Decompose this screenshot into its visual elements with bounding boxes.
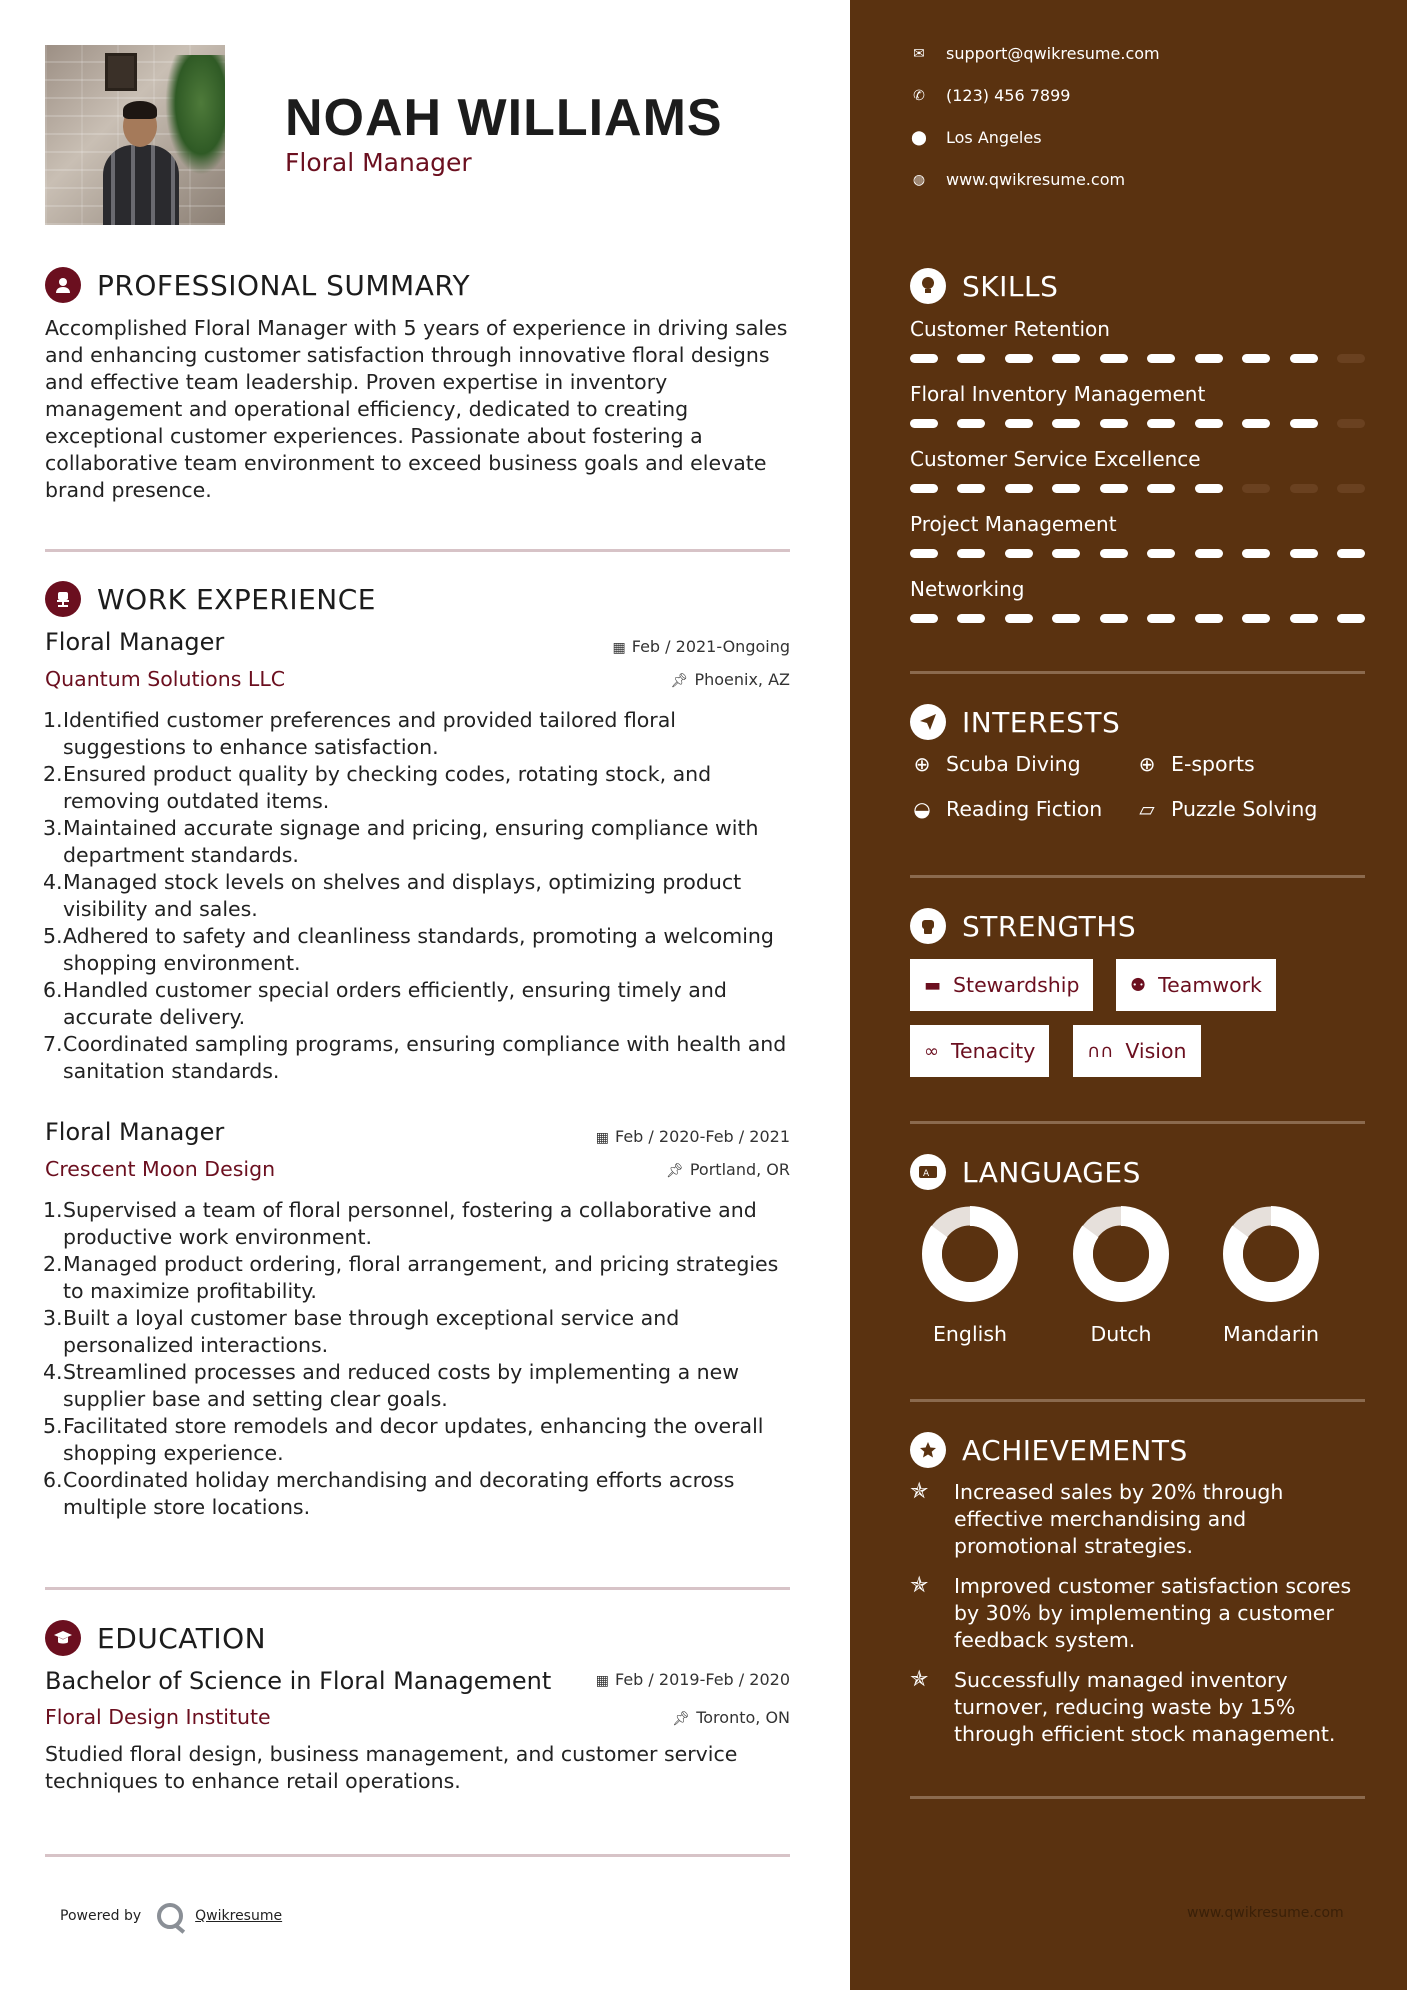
user-icon xyxy=(45,267,81,303)
section-divider xyxy=(910,875,1365,878)
skill-name: Customer Retention xyxy=(910,317,1110,341)
skill-level-segment xyxy=(1337,484,1365,493)
skill-level-segment xyxy=(1195,484,1223,493)
skill-level-segment xyxy=(1195,419,1223,428)
list-item: Facilitated store remodels and decor updates, enhancing the overall shopping experience. xyxy=(63,1414,764,1465)
skill-level-bar xyxy=(910,484,1365,493)
graduation-cap-icon xyxy=(45,1620,81,1656)
phone-icon: ✆ xyxy=(913,87,925,104)
skill-level-bar xyxy=(910,549,1365,558)
skill-level-segment xyxy=(957,549,985,558)
svg-text:A: A xyxy=(923,1169,930,1179)
education-dates: ▦ Feb / 2019-Feb / 2020 xyxy=(595,1670,790,1689)
skill-level-segment xyxy=(1100,419,1128,428)
skill-level-segment xyxy=(1147,484,1175,493)
education-location: 📌︎ Toronto, ON xyxy=(672,1708,790,1727)
language-level-ring xyxy=(1223,1206,1319,1302)
skill-level-segment xyxy=(1195,549,1223,558)
skill-level-segment xyxy=(1147,419,1175,428)
skill-level-segment xyxy=(1290,354,1318,363)
language-name: English xyxy=(932,1322,1008,1346)
list-item: Managed product ordering, floral arrangement, and pricing strategies to maximize profitability. xyxy=(63,1252,779,1303)
skill-level-segment xyxy=(1100,549,1128,558)
list-item: Supervised a team of floral personnel, fostering a collaborative and productive work environment. xyxy=(63,1198,757,1249)
languages-heading: A LANGUAGES xyxy=(910,1154,1141,1190)
achievement-item: ✯ Improved customer satisfaction scores by 30% by implementing a customer feedback system. xyxy=(910,1573,1352,1652)
job-location: 📌︎ Portland, OR xyxy=(666,1160,790,1179)
job-dates: ▦ Feb / 2020-Feb / 2021 xyxy=(595,1127,790,1146)
link-icon: ∞ xyxy=(924,1040,939,1062)
job-company: Crescent Moon Design xyxy=(45,1157,276,1181)
language-item xyxy=(900,1206,1040,1346)
achievement-item: ✯ Increased sales by 20% through effective merchandising and promotional strategies. xyxy=(910,1479,1284,1558)
strength-badge: ▬ Stewardship xyxy=(910,959,1093,1011)
contact-email[interactable]: ✉ support@qwikresume.com xyxy=(910,44,1160,63)
list-item: Handled customer special orders efficiently, ensuring timely and accurate delivery. xyxy=(63,978,727,1029)
skill-name: Floral Inventory Management xyxy=(910,382,1206,406)
skill-level-bar xyxy=(910,354,1365,363)
star-icon: ✯ xyxy=(910,1479,929,1504)
interest-item: ⊕ Scuba Diving xyxy=(910,752,1081,776)
users-icon: ⚉ xyxy=(1130,974,1147,996)
list-item: Adhered to safety and cleanliness standards, promoting a welcoming shopping environment. xyxy=(63,924,774,975)
language-item xyxy=(1201,1206,1341,1346)
skill-level-segment xyxy=(1242,354,1270,363)
job-title: Floral Manager xyxy=(45,628,225,656)
envelope-icon: ✉ xyxy=(913,45,925,62)
skill-level-segment xyxy=(910,484,938,493)
job-dates: ▦ Feb / 2021-Ongoing xyxy=(612,637,790,656)
skill-level-segment xyxy=(957,614,985,623)
experience-heading: WORK EXPERIENCE xyxy=(45,581,376,617)
achievements-heading: ACHIEVEMENTS xyxy=(910,1432,1188,1468)
achievement-item: ✯ Successfully managed inventory turnover, reducing waste by 15% through efficient stock management. xyxy=(910,1667,1336,1746)
skill-level-segment xyxy=(1337,419,1365,428)
contact-phone[interactable]: ✆ (123) 456 7899 xyxy=(910,86,1070,105)
gamepad-icon: ◒ xyxy=(913,797,931,821)
skill-level-segment xyxy=(1337,549,1365,558)
pin-icon: 📌︎ xyxy=(666,1163,684,1179)
list-item: Ensured product quality by checking codes, rotating stock, and removing outdated items. xyxy=(63,762,712,813)
skill-level-segment xyxy=(1290,549,1318,558)
skill-name: Customer Service Excellence xyxy=(910,447,1201,471)
skill-level-segment xyxy=(1005,419,1033,428)
life-ring-icon: ⊕ xyxy=(1138,752,1156,776)
contact-website[interactable]: ◍ www.qwikresume.com xyxy=(910,170,1125,189)
brand-link[interactable]: Qwikresume xyxy=(195,1908,283,1924)
skill-level-bar xyxy=(910,614,1365,623)
language-name: Mandarin xyxy=(1223,1322,1319,1346)
language-item xyxy=(1051,1206,1191,1346)
section-divider xyxy=(45,549,790,552)
contact-location: ⬤ Los Angeles xyxy=(911,128,1042,147)
skill-level-segment xyxy=(1242,419,1270,428)
skill-level-segment xyxy=(1242,614,1270,623)
job-duties xyxy=(45,707,795,1085)
map-marker-icon: ⬤ xyxy=(911,129,927,146)
binoculars-icon: ∩∩ xyxy=(1087,1040,1114,1062)
list-item: Managed stock levels on shelves and displays, optimizing product visibility and sales. xyxy=(63,870,742,921)
language-icon xyxy=(910,1154,946,1190)
language-name: Dutch xyxy=(1090,1322,1152,1346)
school-name: Floral Design Institute xyxy=(45,1705,271,1729)
skill-level-segment xyxy=(957,484,985,493)
skill-name: Networking xyxy=(910,577,1025,601)
section-divider xyxy=(910,1121,1365,1124)
calendar-icon: ▦ xyxy=(595,1130,609,1146)
skill-level-segment xyxy=(1052,354,1080,363)
skill-level-segment xyxy=(1147,549,1175,558)
candidate-title: Floral Manager xyxy=(285,148,472,177)
calendar-icon: ▦ xyxy=(612,640,626,656)
interest-item: ⊕ E-sports xyxy=(1135,752,1255,776)
list-item: Maintained accurate signage and pricing, ensuring compliance with department standards. xyxy=(63,816,759,867)
life-ring-icon: ⊕ xyxy=(913,752,931,776)
pin-icon: 📌︎ xyxy=(670,673,689,689)
skill-level-segment xyxy=(1242,549,1270,558)
skill-level-segment xyxy=(1005,354,1033,363)
language-level-ring xyxy=(1073,1206,1169,1302)
powered-by: Powered by Qwikresume xyxy=(60,1903,282,1929)
calendar-icon: ▦ xyxy=(595,1673,609,1689)
skill-level-segment xyxy=(1100,614,1128,623)
skill-level-segment xyxy=(1290,484,1318,493)
summary-heading: PROFESSIONAL SUMMARY xyxy=(45,267,470,303)
interest-item: ◒ Reading Fiction xyxy=(910,797,1102,821)
skill-level-segment xyxy=(957,354,985,363)
section-divider xyxy=(910,1796,1365,1799)
skill-level-bar xyxy=(910,419,1365,428)
strength-badge: ⚉ Teamwork xyxy=(1116,959,1276,1011)
skill-level-segment xyxy=(910,354,938,363)
skill-level-segment xyxy=(1005,484,1033,493)
skill-level-segment xyxy=(1005,614,1033,623)
skill-level-segment xyxy=(1337,354,1365,363)
paper-plane-icon xyxy=(910,704,946,740)
candidate-name: NOAH WILLIAMS xyxy=(285,89,723,147)
fist-icon xyxy=(910,908,946,944)
strengths-heading: STRENGTHS xyxy=(910,908,1136,944)
list-item: Streamlined processes and reduced costs by implementing a new supplier base and setting clear goals. xyxy=(63,1360,740,1411)
strength-badge: ∞ Tenacity xyxy=(910,1025,1049,1077)
summary-text: Accomplished Floral Manager with 5 years of experience in driving sales and enhancing customer satisfaction through innovative floral designs and effective team leadership. Proven expertise in inventory management and operational efficiency, dedicated to creating exceptional customer experiences. Passionate about fostering a collaborative team environment to exceed business goals and elevate brand presence. xyxy=(45,316,788,502)
skill-level-segment xyxy=(1290,419,1318,428)
star-badge-icon xyxy=(910,1432,946,1468)
skill-level-segment xyxy=(957,419,985,428)
lightbulb-icon xyxy=(910,268,946,304)
education-heading: EDUCATION xyxy=(45,1620,266,1656)
language-level-ring xyxy=(922,1206,1018,1302)
globe-icon: ◍ xyxy=(912,171,926,188)
skill-level-segment xyxy=(1147,354,1175,363)
strength-badge: ∩∩ Vision xyxy=(1073,1025,1201,1077)
skill-level-segment xyxy=(910,614,938,623)
skill-level-segment xyxy=(1242,484,1270,493)
pin-icon: 📌︎ xyxy=(672,1711,691,1727)
section-divider xyxy=(45,1854,790,1857)
skill-level-segment xyxy=(1290,614,1318,623)
interest-item: ▱ Puzzle Solving xyxy=(1135,797,1317,821)
skill-level-segment xyxy=(1005,549,1033,558)
interests-heading: INTERESTS xyxy=(910,704,1120,740)
section-divider xyxy=(45,1587,790,1590)
star-icon: ✯ xyxy=(910,1573,929,1598)
skill-name: Project Management xyxy=(910,512,1117,536)
skill-level-segment xyxy=(1100,484,1128,493)
skill-level-segment xyxy=(1052,419,1080,428)
job-company: Quantum Solutions LLC xyxy=(45,667,286,691)
list-item: Built a loyal customer base through exceptional service and personalized interactions. xyxy=(63,1306,680,1357)
degree-title: Bachelor of Science in Floral Management xyxy=(45,1667,552,1695)
skill-level-segment xyxy=(1052,549,1080,558)
skill-level-segment xyxy=(1052,484,1080,493)
job-duties xyxy=(45,1197,795,1521)
section-divider xyxy=(910,1399,1365,1402)
star-icon: ✯ xyxy=(910,1667,929,1692)
list-item: Coordinated sampling programs, ensuring compliance with health and sanitation standards. xyxy=(63,1032,787,1083)
education-description: Studied floral design, business management, and customer service techniques to enhance retail operations. xyxy=(45,1742,738,1793)
skills-heading: SKILLS xyxy=(910,268,1058,304)
skill-level-segment xyxy=(1100,354,1128,363)
skill-level-segment xyxy=(1337,614,1365,623)
job-title: Floral Manager xyxy=(45,1118,225,1146)
section-divider xyxy=(910,671,1365,674)
skill-level-segment xyxy=(910,419,938,428)
qwikresume-logo-icon xyxy=(157,1903,183,1929)
skill-level-segment xyxy=(910,549,938,558)
list-item: Identified customer preferences and provided tailored floral suggestions to enhance satisfaction. xyxy=(63,708,676,759)
skill-level-segment xyxy=(1195,354,1223,363)
chair-icon xyxy=(45,581,81,617)
briefcase-icon: ▬ xyxy=(924,974,942,996)
footer-url: www.qwikresume.com xyxy=(1187,1905,1344,1921)
skill-level-segment xyxy=(1052,614,1080,623)
profile-photo xyxy=(45,45,225,225)
book-icon: ▱ xyxy=(1139,797,1155,821)
skill-level-segment xyxy=(1195,614,1223,623)
skill-level-segment xyxy=(1147,614,1175,623)
job-location: 📌︎ Phoenix, AZ xyxy=(670,670,790,689)
list-item: Coordinated holiday merchandising and decorating efforts across multiple store locations. xyxy=(63,1468,735,1519)
